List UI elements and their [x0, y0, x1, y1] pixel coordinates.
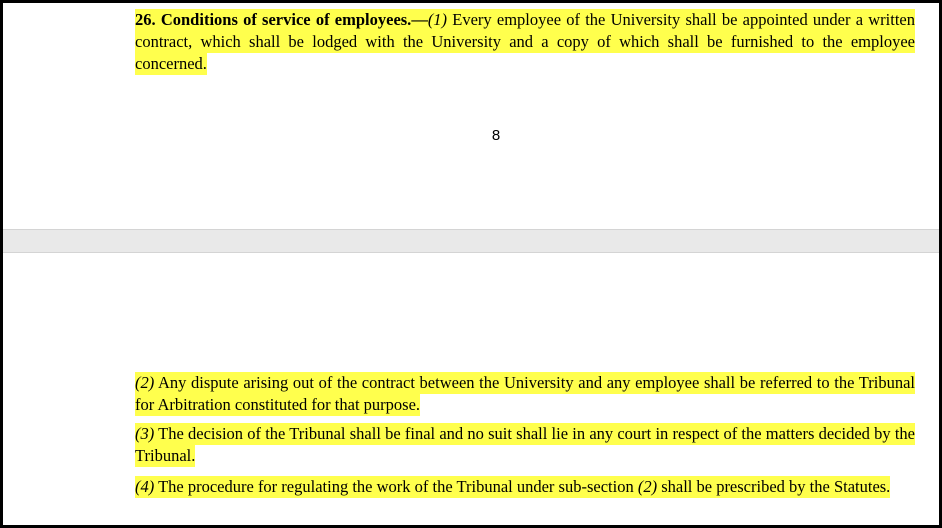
page-number: 8 — [491, 127, 501, 144]
subsection-text: shall be prescribed by the Statutes. — [657, 477, 891, 496]
subsection-text: The decision of the Tribunal shall be final and no suit shall lie in any court in respect of the matters decided by the Tribunal. — [135, 424, 915, 465]
subsection-2-paragraph — [103, 372, 915, 416]
highlighted-text — [135, 476, 890, 498]
section-26-paragraph — [103, 9, 915, 75]
subsection-number: (4) — [135, 477, 155, 496]
subsection-text: Any dispute arising out of the contract between the University and any employee shall be referred to the Tribunal for Arbitration constituted for that purpose. — [135, 373, 915, 414]
highlighted-text — [135, 372, 915, 416]
subsection-number: (1) — [427, 10, 448, 29]
em-dash: — — [411, 10, 428, 29]
page-9 — [3, 253, 939, 525]
subsection-reference: (2) — [637, 477, 658, 496]
subsection-text: The procedure for regulating the work of the Tribunal under sub-section — [154, 477, 638, 496]
subsection-number: (2) — [135, 373, 155, 392]
highlighted-text — [135, 9, 915, 75]
section-number: 26. — [135, 10, 156, 29]
page-8 — [3, 3, 939, 229]
highlighted-text — [135, 423, 915, 467]
subsection-number: (3) — [135, 424, 155, 443]
subsection-text: Every employee of the University shall be appointed under a written contract, which shall be lodged with the University and a copy of which shall be furnished to the employee concerned. — [135, 10, 915, 73]
section-heading: Conditions of service of employees. — [160, 10, 412, 29]
page-separator — [3, 229, 939, 253]
subsection-4-paragraph — [103, 476, 915, 498]
subsection-3-paragraph — [103, 423, 915, 467]
